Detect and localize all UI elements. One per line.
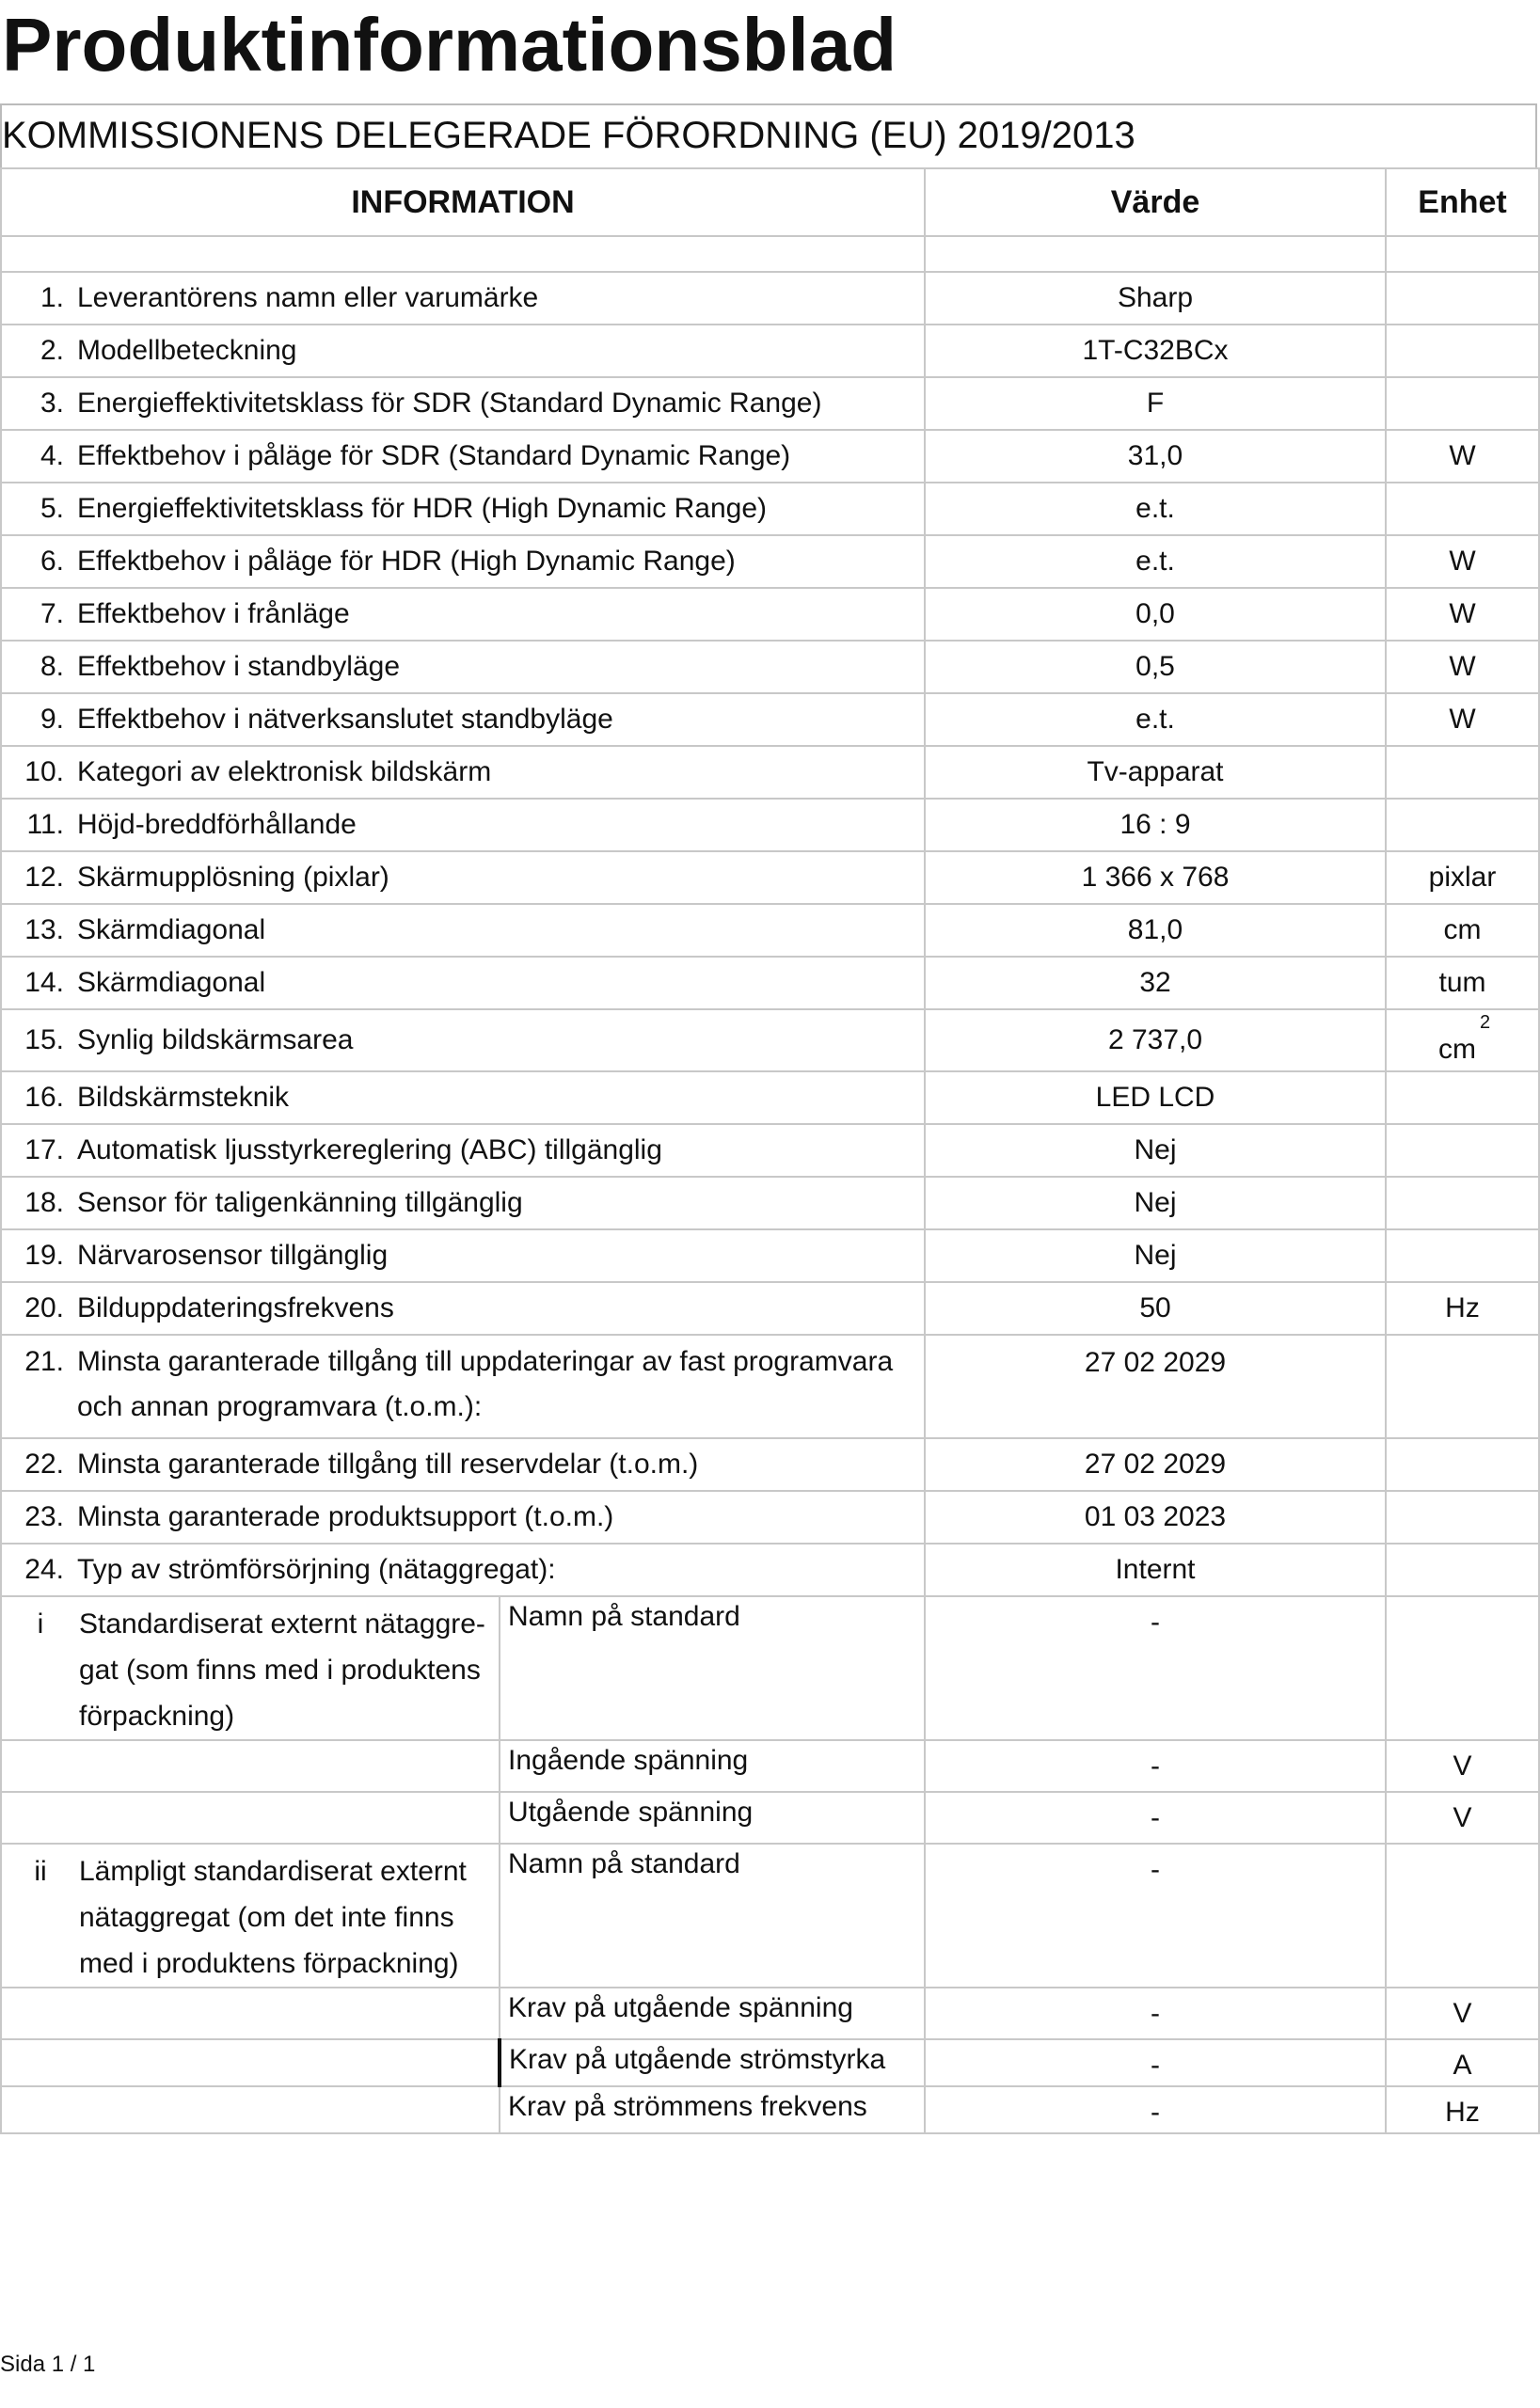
row-value: Internt (925, 1544, 1386, 1596)
row-number: 9. (40, 704, 64, 735)
row-label: Minsta garanterade produktsupport (t.o.m.) (77, 1501, 614, 1532)
power-supply-row (1, 2039, 1539, 2086)
row-label: Skärmdiagonal (77, 914, 266, 945)
row-value: F (925, 377, 1386, 430)
row-label: Energieffektivitetsklass för SDR (Standard Dynamic Range) (77, 388, 822, 419)
row-label-cell (1, 1009, 925, 1071)
row-unit (1386, 1282, 1539, 1335)
row-unit (1386, 272, 1539, 325)
power-supply-item-label: Krav på strömmens frekvens (500, 2086, 925, 2133)
spacer-row (1, 236, 1539, 272)
row-number: 3. (40, 388, 64, 419)
product-info-table (0, 167, 1540, 2134)
row-label-cell (1, 1229, 925, 1282)
row-number: 5. (40, 493, 64, 524)
power-supply-item-label: Ingående spänning (500, 1740, 925, 1792)
table-row (1, 851, 1539, 904)
power-supply-marker: i (37, 1608, 44, 1640)
row-value: 1T-C32BCx (925, 325, 1386, 377)
row-value: 16 : 9 (925, 799, 1386, 851)
row-unit (1386, 1071, 1539, 1124)
row-unit (1386, 535, 1539, 588)
row-label-cell (1, 272, 925, 325)
power-supply-item-label: Namn på standard (500, 1844, 925, 1988)
table-header-row (1, 168, 1539, 236)
power-supply-item-unit: V (1386, 1740, 1539, 1792)
row-unit (1386, 430, 1539, 483)
table-row (1, 483, 1539, 535)
row-unit (1386, 1335, 1539, 1438)
row-label-cell (1, 1438, 925, 1491)
row-label-cell (1, 377, 925, 430)
table-row (1, 535, 1539, 588)
table-row (1, 641, 1539, 693)
row-label-cell (1, 588, 925, 641)
power-supply-row (1, 1740, 1539, 1792)
power-supply-group-cell (1, 1844, 500, 1988)
power-supply-item-value: - (925, 2086, 1386, 2133)
power-supply-item-value: - (925, 1792, 1386, 1844)
row-value: Sharp (925, 272, 1386, 325)
unit-text: W (1449, 651, 1476, 682)
row-value: Nej (925, 1177, 1386, 1229)
row-label: Modellbeteckning (77, 335, 297, 366)
table-row (1, 799, 1539, 851)
power-supply-item-label: Namn på standard (500, 1596, 925, 1740)
row-label: Effektbehov i standbyläge (77, 651, 401, 682)
row-label: Bildskärmsteknik (77, 1082, 290, 1113)
row-label-cell (1, 1124, 925, 1177)
row-label-cell (1, 851, 925, 904)
power-supply-item-value: - (925, 1988, 1386, 2039)
row-unit (1386, 377, 1539, 430)
row-label: Effektbehov i nätverksanslutet standbyläge (77, 704, 613, 735)
page-footer: Sida 1 / 1 (0, 2352, 96, 2377)
row-value: 0,5 (925, 641, 1386, 693)
row-number: 16. (24, 1082, 64, 1113)
row-label: Höjd-breddförhållande (77, 809, 357, 840)
power-supply-item-unit: V (1386, 1988, 1539, 2039)
row-number: 19. (24, 1240, 64, 1271)
power-supply-row (1, 2086, 1539, 2133)
unit-text: W (1449, 546, 1476, 577)
unit-superscript: 2 (1479, 1012, 1491, 1033)
row-value: 31,0 (925, 430, 1386, 483)
unit-text: W (1449, 598, 1476, 629)
page-subtitle: KOMMISSIONENS DELEGERADE FÖRORDNING (EU) 2019/2013 (2, 115, 1135, 156)
row-label-cell (1, 641, 925, 693)
unit-text: tum (1438, 967, 1486, 998)
row-label: Effektbehov i frånläge (77, 598, 350, 629)
row-value: Nej (925, 1124, 1386, 1177)
row-number: 14. (24, 967, 64, 998)
row-number: 24. (24, 1554, 64, 1585)
row-label-cell (1, 535, 925, 588)
power-supply-item-unit (1386, 1596, 1539, 1740)
row-number: 4. (40, 440, 64, 471)
power-supply-item-value: - (925, 1596, 1386, 1740)
row-label: Bilduppdateringsfrekvens (77, 1292, 394, 1323)
table-row (1, 1438, 1539, 1491)
row-unit (1386, 1438, 1539, 1491)
row-number: 20. (24, 1292, 64, 1323)
row-number: 18. (24, 1187, 64, 1218)
power-supply-item-unit (1386, 1844, 1539, 1988)
row-label-cell (1, 693, 925, 746)
table-row (1, 1229, 1539, 1282)
power-supply-item-value: - (925, 2039, 1386, 2086)
table-row (1, 1177, 1539, 1229)
page-title: Produktinformationsblad (2, 3, 897, 87)
row-label: Leverantörens namn eller varumärke (77, 282, 539, 313)
row-label-cell (1, 1282, 925, 1335)
row-unit (1386, 1491, 1539, 1544)
table-row (1, 693, 1539, 746)
row-unit (1386, 693, 1539, 746)
power-supply-item-label: Krav på utgående strömstyrka (500, 2039, 925, 2086)
row-label-cell (1, 1177, 925, 1229)
row-label-cell (1, 1491, 925, 1544)
row-unit (1386, 1544, 1539, 1596)
row-label-cell (1, 1544, 925, 1596)
table-row (1, 1282, 1539, 1335)
power-supply-item-value: - (925, 1844, 1386, 1988)
row-value: 50 (925, 1282, 1386, 1335)
row-unit (1386, 641, 1539, 693)
row-unit (1386, 746, 1539, 799)
table-row (1, 904, 1539, 957)
row-unit (1386, 483, 1539, 535)
row-label-cell (1, 799, 925, 851)
table-row (1, 1544, 1539, 1596)
row-number: 21. (24, 1346, 64, 1377)
row-unit (1386, 904, 1539, 957)
row-number: 1. (40, 282, 64, 313)
power-supply-item-unit: V (1386, 1792, 1539, 1844)
power-supply-row (1, 1844, 1539, 1988)
power-supply-group-label: Standardiserat externt nätaggre-gat (som finns med i produktens förpackning) (79, 1608, 485, 1732)
row-number: 2. (40, 335, 64, 366)
header-unit: Enhet (1386, 168, 1539, 236)
power-supply-group-cell (1, 1988, 500, 2039)
table-row (1, 1335, 1539, 1438)
unit-text: Hz (1445, 1292, 1480, 1323)
row-number: 22. (24, 1449, 64, 1480)
row-number: 7. (40, 598, 64, 629)
row-value: Nej (925, 1229, 1386, 1282)
power-supply-item-unit: Hz (1386, 2086, 1539, 2133)
row-number: 17. (24, 1134, 64, 1165)
table-row (1, 588, 1539, 641)
row-label: Kategori av elektronisk bildskärm (77, 756, 492, 787)
table-row (1, 957, 1539, 1009)
row-value: 32 (925, 957, 1386, 1009)
power-supply-row (1, 1988, 1539, 2039)
row-label-cell (1, 483, 925, 535)
row-number: 8. (40, 651, 64, 682)
row-label-cell (1, 957, 925, 1009)
row-label: Typ av strömförsörjning (nätaggregat): (77, 1554, 556, 1585)
row-number: 13. (24, 914, 64, 945)
power-supply-item-unit: A (1386, 2039, 1539, 2086)
row-label-cell (1, 904, 925, 957)
unit-text: W (1449, 704, 1476, 735)
row-value: LED LCD (925, 1071, 1386, 1124)
power-supply-row (1, 1792, 1539, 1844)
row-value: 2 737,0 (925, 1009, 1386, 1071)
row-label-cell (1, 430, 925, 483)
row-value: e.t. (925, 483, 1386, 535)
table-row (1, 430, 1539, 483)
row-label: Energieffektivitetsklass för HDR (High Dynamic Range) (77, 493, 768, 524)
table-row (1, 1124, 1539, 1177)
row-label: Synlig bildskärmsarea (77, 1024, 354, 1055)
header-value: Värde (925, 168, 1386, 236)
row-unit (1386, 325, 1539, 377)
power-supply-group-cell (1, 1792, 500, 1844)
row-value: 27 02 2029 (925, 1438, 1386, 1491)
row-label-cell (1, 1335, 925, 1438)
row-number: 23. (24, 1501, 64, 1532)
row-label: Skärmdiagonal (77, 967, 266, 998)
table-row (1, 1491, 1539, 1544)
table-row (1, 272, 1539, 325)
power-supply-group-cell (1, 1596, 500, 1740)
row-number: 12. (24, 862, 64, 893)
row-value: 1 366 x 768 (925, 851, 1386, 904)
row-label: Skärmupplösning (pixlar) (77, 862, 389, 893)
power-supply-group-cell (1, 2086, 500, 2133)
power-supply-item-label: Krav på utgående spänning (500, 1988, 925, 2039)
table-row (1, 746, 1539, 799)
header-information: INFORMATION (1, 168, 925, 236)
table-row (1, 377, 1539, 430)
row-value: Tv-apparat (925, 746, 1386, 799)
row-number: 6. (40, 546, 64, 577)
row-label: Effektbehov i påläge för HDR (High Dynamic Range) (77, 546, 736, 577)
row-unit (1386, 799, 1539, 851)
row-label: Minsta garanterade tillgång till uppdateringar av fast programvara och annan programvara (t.o.m.): (77, 1346, 894, 1422)
row-value: e.t. (925, 535, 1386, 588)
row-unit (1386, 1009, 1539, 1071)
row-value: 27 02 2029 (925, 1335, 1386, 1438)
row-unit (1386, 1229, 1539, 1282)
row-label: Sensor för taligenkänning tillgänglig (77, 1187, 523, 1218)
row-label-cell (1, 1071, 925, 1124)
power-supply-group-label: Lämpligt standardiserat externt nätaggregat (om det inte finns med i produktens förpackning) (79, 1856, 467, 1979)
unit-text: W (1449, 440, 1476, 471)
row-label: Effektbehov i påläge för SDR (Standard Dynamic Range) (77, 440, 791, 471)
row-value: 0,0 (925, 588, 1386, 641)
row-unit (1386, 588, 1539, 641)
table-row (1, 325, 1539, 377)
row-label: Närvarosensor tillgänglig (77, 1240, 389, 1271)
row-unit (1386, 1177, 1539, 1229)
row-number: 10. (24, 756, 64, 787)
table-row (1, 1009, 1539, 1071)
row-value: 81,0 (925, 904, 1386, 957)
row-unit (1386, 1124, 1539, 1177)
table-row (1, 1071, 1539, 1124)
power-supply-group-cell (1, 2039, 500, 2086)
unit-text: cm (1437, 1034, 1476, 1065)
unit-text: cm (1443, 914, 1482, 945)
row-label-cell (1, 746, 925, 799)
power-supply-item-value: - (925, 1740, 1386, 1792)
power-supply-group-cell (1, 1740, 500, 1792)
power-supply-marker: ii (34, 1856, 47, 1887)
power-supply-item-label: Utgående spänning (500, 1792, 925, 1844)
row-label: Minsta garanterade tillgång till reservdelar (t.o.m.) (77, 1449, 699, 1480)
row-number: 15. (24, 1024, 64, 1055)
row-number: 11. (26, 809, 64, 840)
power-supply-row (1, 1596, 1539, 1740)
row-value: 01 03 2023 (925, 1491, 1386, 1544)
row-label-cell (1, 325, 925, 377)
row-value: e.t. (925, 693, 1386, 746)
unit-text: pixlar (1428, 862, 1497, 893)
row-unit (1386, 851, 1539, 904)
row-label: Automatisk ljusstyrkereglering (ABC) tillgänglig (77, 1134, 662, 1165)
row-unit (1386, 957, 1539, 1009)
